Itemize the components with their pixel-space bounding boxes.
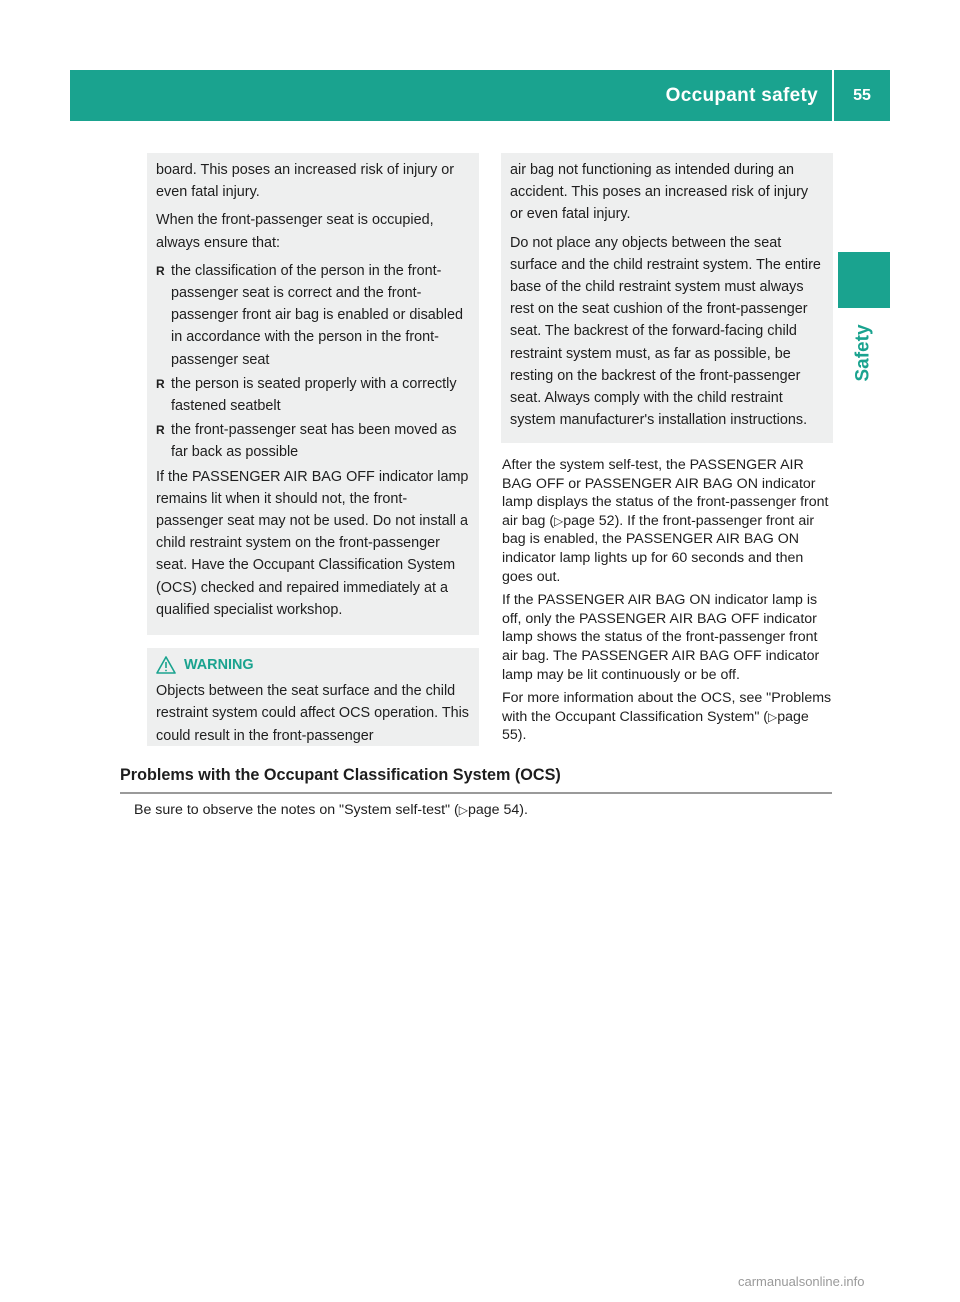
- section-heading: Problems with the Occupant Classification System (OCS): [120, 766, 832, 794]
- header-bar: [70, 70, 890, 121]
- right-box-paragraph-1: air bag not functioning as intended during an accident. This poses an increased risk of injury or even fatal injury.: [510, 162, 809, 223]
- right-box-paragraph-2: Do not place any objects between the seat surface and the child restraint system. The entire base of the child restraint system must always rest on the seat cushion of the front-passenger seat. The backrest of the forward-facing child restraint system must, as far as possible, be resting on the backrest of the front-passenger seat. Always comply with the child restraint system manufacturer's installation instructions.: [510, 234, 821, 429]
- warning-label: WARNING: [184, 657, 254, 673]
- paragraph-text: ). If the front-passenger front air bag is enabled, the PASSENGER AIR BAG ON indicator lamp lights up for 60 seconds and then goes out.: [502, 512, 815, 585]
- paragraph-text: Be sure to observe the notes on "System self-test" (: [134, 802, 459, 818]
- page-reference-link[interactable]: page 52: [563, 512, 615, 529]
- left-box-paragraph-3: If the PASSENGER AIR BAG OFF indicator lamp remains lit when it should not, the front-passenger seat may not be used. Do not install a child restraint system on the front-passenger seat. Have the Occupant Classification System (OCS) checked and repaired immediately at a qualified specialist workshop.: [156, 468, 469, 618]
- arrow-icon: ▷: [768, 709, 778, 724]
- right-column-text: [502, 456, 834, 750]
- left-box-paragraph-1: board. This poses an increased risk of injury or even fatal injury.: [156, 162, 455, 201]
- page-reference-link[interactable]: page 55: [502, 708, 809, 744]
- section-text: [134, 800, 834, 820]
- list-item: [156, 373, 470, 417]
- right-paragraph-2: If the PASSENGER AIR BAG ON indicator lamp is off, only the PASSENGER AIR BAG OFF indicator lamp shows the status of the front-passenger front air bag. The PASSENGER AIR BAG OFF indicator lamp may be lit continuously or be off.: [502, 592, 820, 683]
- bullet-icon: R: [156, 263, 165, 278]
- list-item: [156, 419, 470, 463]
- side-tab-text: Safety: [853, 324, 874, 382]
- side-tab-block: [838, 252, 890, 308]
- warning-box: [147, 648, 479, 746]
- side-tab-label: [848, 318, 880, 388]
- right-paragraph-1: [502, 456, 834, 586]
- paragraph-text: For more information about the OCS, see "Problems with the Occupant Classification System" (: [502, 690, 832, 725]
- arrow-icon: ▷: [554, 513, 564, 528]
- paragraph-text: ).: [519, 802, 528, 818]
- list-item-text: the classification of the person in the front-passenger seat is correct and the front-passenger front air bag is enabled or disabled in accordance with the person in the front-passenger seat: [171, 262, 464, 368]
- paragraph-text: ).: [517, 727, 527, 744]
- right-warning-continuation: [501, 153, 833, 443]
- page-reference-link[interactable]: page 54: [467, 802, 520, 818]
- arrow-icon: ▷: [458, 803, 468, 817]
- list-item-text: the front-passenger seat has been moved as far back as possible: [171, 422, 457, 461]
- left-box-paragraph-2: When the front-passenger seat is occupied, always ensure that:: [156, 212, 434, 251]
- paragraph-text: After the system self-test, the PASSENGER AIR BAG OFF or PASSENGER AIR BAG ON indicator lamp displays the status of the front-passenger front air bag (: [502, 457, 829, 529]
- warning-header: [156, 654, 470, 676]
- right-paragraph-3: [502, 689, 834, 745]
- bullet-icon: R: [156, 423, 165, 438]
- left-warning-continuation: [147, 153, 479, 635]
- header-title: Occupant safety: [665, 84, 818, 106]
- bullet-icon: R: [156, 376, 165, 391]
- list-item: [156, 260, 470, 371]
- warning-text: Objects between the seat surface and the child restraint system could affect OCS operation. This could result in the front-passenger: [156, 683, 470, 744]
- page-number: 55: [853, 86, 871, 104]
- watermark: carmanualsonline.info: [738, 1274, 865, 1289]
- list-item-text: the person is seated properly with a correctly fastened seatbelt: [171, 375, 457, 415]
- warning-triangle-icon: [156, 656, 176, 674]
